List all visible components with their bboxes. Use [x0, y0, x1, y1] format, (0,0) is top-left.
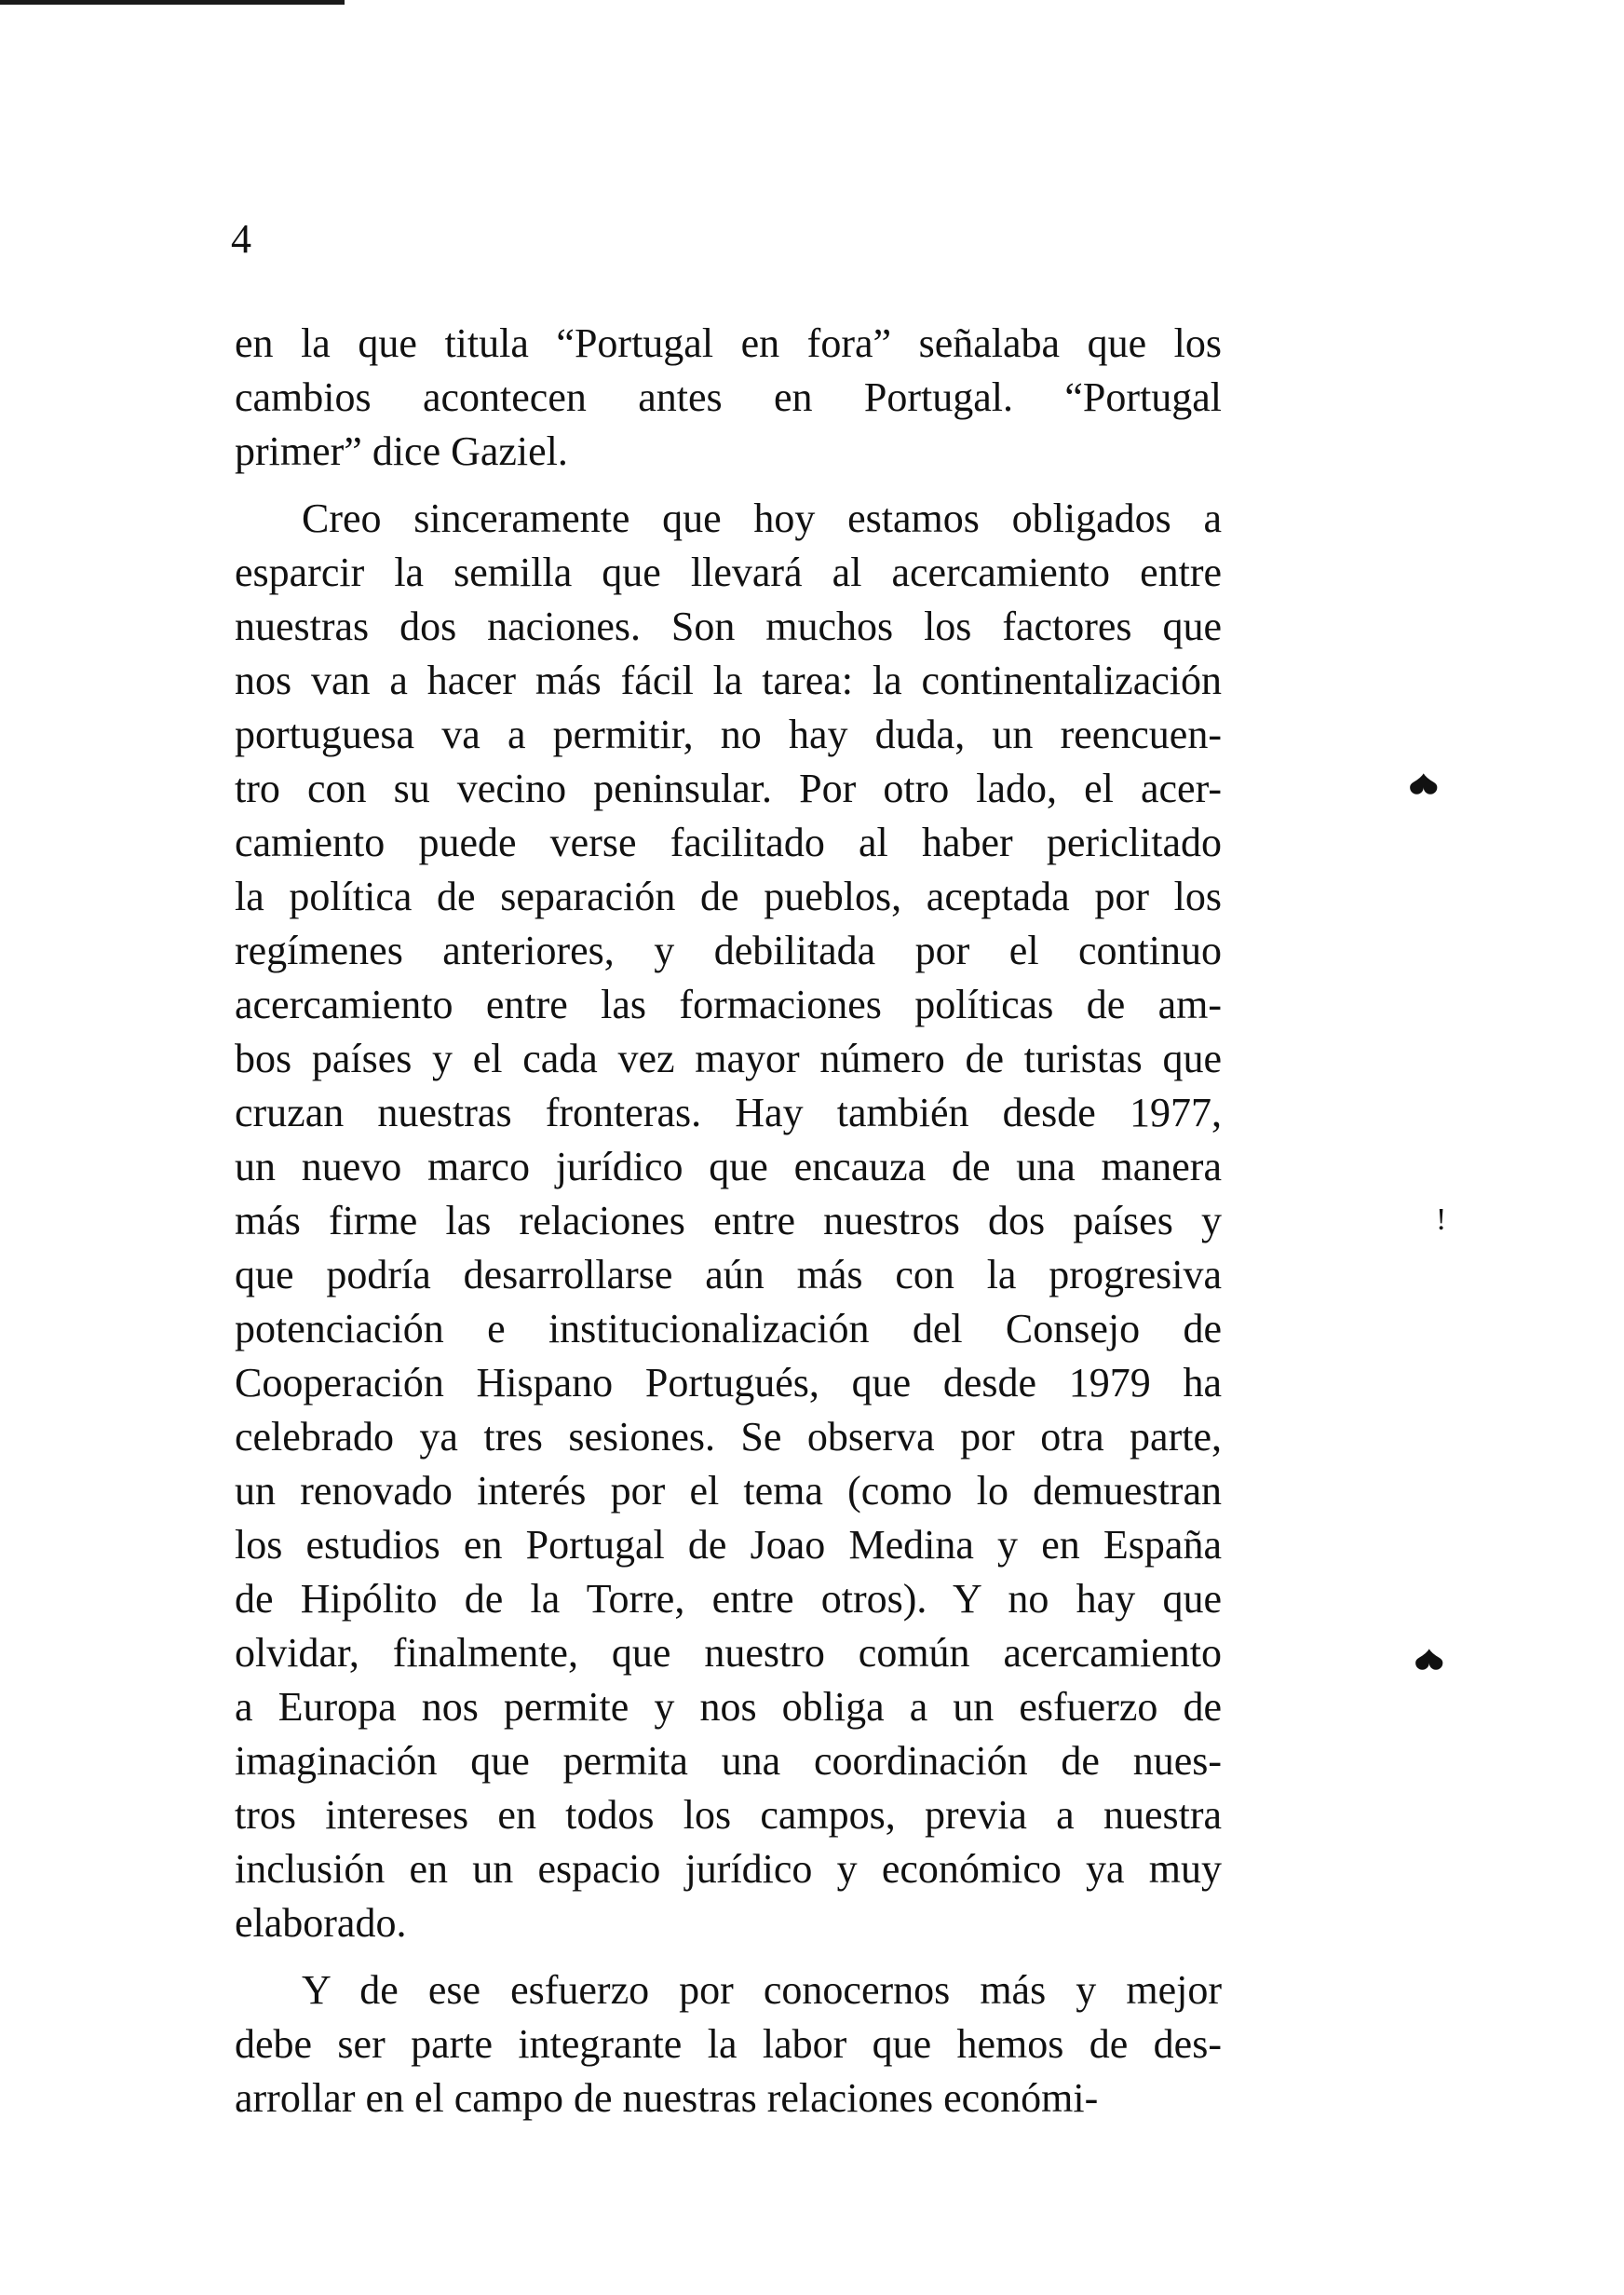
text-line: que podría desarrollarse aún más con la progresiva — [235, 1252, 1222, 1297]
margin-mark-exclamation: ! — [1436, 1202, 1447, 1237]
page-number: 4 — [231, 216, 251, 262]
text-line: más firme las relaciones entre nuestros dos países y — [235, 1198, 1222, 1243]
text-line: inclusión en un espacio jurídico y económico ya muy — [235, 1846, 1222, 1892]
text-line: elaborado. — [235, 1900, 407, 1946]
text-line: celebrado ya tres sesiones. Se observa por otra parte, — [235, 1414, 1222, 1460]
paragraph — [235, 492, 1222, 1950]
text-line: primer” dice Gaziel. — [235, 428, 568, 474]
text-line: Creo sinceramente que hoy estamos obligados a — [302, 496, 1222, 541]
text-line: tro con su vecino peninsular. Por otro lado, el acer- — [235, 766, 1222, 811]
text-line: nos van a hacer más fácil la tarea: la continentalización — [235, 658, 1222, 703]
text-line: Y de ese esfuerzo por conocernos más y mejor — [302, 1967, 1222, 2013]
text-line: potenciación e institucionalización del Consejo de — [235, 1306, 1222, 1351]
text-line: de Hipólito de la Torre, entre otros). Y no hay que — [235, 1576, 1222, 1622]
text-line: olvidar, finalmente, que nuestro común acercamiento — [235, 1630, 1222, 1676]
text-line: un nuevo marco jurídico que encauza de una manera — [235, 1144, 1222, 1189]
text-line: esparcir la semilla que llevará al acercamiento entre — [235, 550, 1222, 595]
text-line: debe ser parte integrante la labor que hemos de des- — [235, 2021, 1222, 2067]
text-line: la política de separación de pueblos, aceptada por los — [235, 874, 1222, 919]
margin-mark-heart: ❤ — [1408, 762, 1440, 804]
text-line: Cooperación Hispano Portugués, que desde 1979 ha — [235, 1360, 1222, 1406]
text-line: a Europa nos permite y nos obliga a un esfuerzo de — [235, 1684, 1222, 1730]
text-line: los estudios en Portugal de Joao Medina y en España — [235, 1522, 1222, 1568]
text-line: arrollar en el campo de nuestras relaciones económi- — [235, 2075, 1099, 2121]
text-line: acercamiento entre las formaciones políticas de am- — [235, 982, 1222, 1027]
text-line: tros intereses en todos los campos, previa a nuestra — [235, 1792, 1222, 1838]
paragraph — [235, 317, 1222, 479]
text-line: nuestras dos naciones. Son muchos los factores que — [235, 604, 1222, 649]
margin-mark-heart: ❤ — [1414, 1637, 1445, 1679]
text-line: regímenes anteriores, y debilitada por el continuo — [235, 928, 1222, 973]
paragraph — [235, 1963, 1222, 2125]
text-line: camiento puede verse facilitado al haber periclitado — [235, 820, 1222, 865]
text-line: cruzan nuestras fronteras. Hay también desde 1977, — [235, 1090, 1222, 1135]
text-line: en la que titula “Portugal en fora” señalaba que los — [235, 320, 1222, 366]
body-text — [235, 317, 1222, 2125]
text-line: imaginación que permita una coordinación de nues- — [235, 1738, 1222, 1784]
text-line: cambios acontecen antes en Portugal. “Portugal — [235, 374, 1222, 420]
scan-edge-line — [0, 0, 345, 5]
text-line: un renovado interés por el tema (como lo demuestran — [235, 1468, 1222, 1514]
text-line: bos países y el cada vez mayor número de turistas que — [235, 1036, 1222, 1081]
text-line: portuguesa va a permitir, no hay duda, un reencuen- — [235, 712, 1222, 757]
